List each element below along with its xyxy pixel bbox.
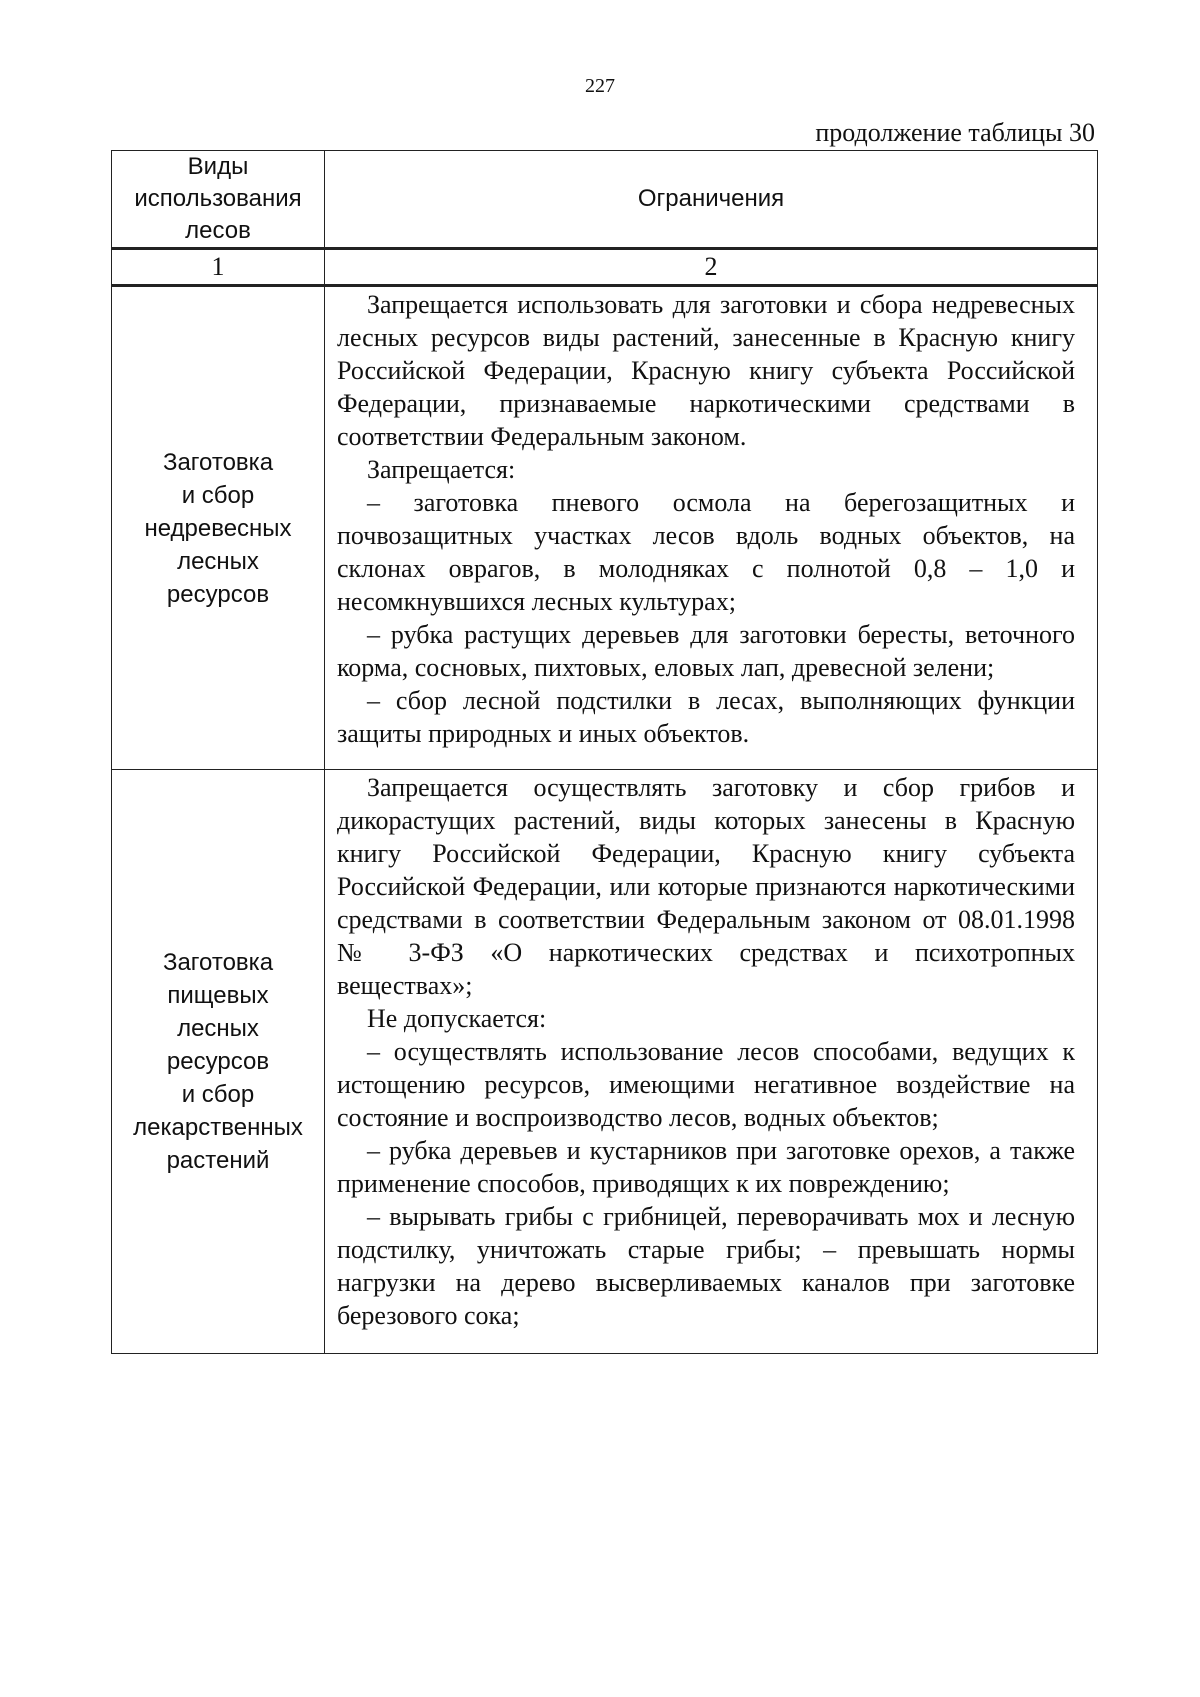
column-number-2: 2 bbox=[325, 249, 1098, 286]
header-line: использования bbox=[134, 185, 302, 212]
label-line: ресурсов bbox=[166, 1048, 270, 1075]
header-line: Виды bbox=[187, 153, 249, 180]
restriction-paragraph: Не допускается: bbox=[367, 1004, 547, 1033]
page-number: 227 bbox=[585, 75, 615, 97]
label-line: Заготовка bbox=[162, 448, 274, 476]
restriction-paragraph: – рубка деревьев и кустарников при заготовке орехов, а также применение способов, приводящих к их повреждению; bbox=[337, 1136, 1075, 1198]
column-number-row bbox=[112, 249, 1098, 286]
label-line: лесных bbox=[177, 1015, 259, 1042]
label-line: и сбор bbox=[181, 481, 255, 509]
label-line: недревесных bbox=[144, 514, 292, 542]
restrictions-cell bbox=[325, 286, 1098, 770]
restriction-paragraph: – рубка растущих деревьев для заготовки бересты, веточного корма, сосновых, пихтовых, еловых лап, древесной зелени; bbox=[337, 620, 1075, 682]
table-row bbox=[112, 770, 1098, 1354]
restriction-paragraph: – сбор лесной подстилки в лесах, выполняющих функции защиты природных и иных объектов. bbox=[337, 686, 1075, 748]
restriction-paragraph: Запрещается использовать для заготовки и сбора недревесных лесных ресурсов виды растений, занесенные в Красную книгу Российской Федерации, Красную книгу субъекта Российской Федерации, признаваемые наркотическими средствами в соответствии Федеральным законом. bbox=[337, 290, 1075, 451]
restriction-paragraph: – заготовка пневого осмола на берегозащитных и почвозащитных участках лесов вдоль водных объектов, на склонах оврагов, в молодняках с полнотой 0,8 – 1,0 и несомкнувшихся лесных культурах; bbox=[337, 488, 1075, 616]
restrictions-cell bbox=[325, 770, 1098, 1354]
forest-use-type-cell bbox=[112, 286, 325, 770]
table-row bbox=[112, 286, 1098, 770]
label-line: пищевых bbox=[167, 982, 269, 1009]
table-header-row bbox=[112, 151, 1098, 249]
label-line: и сбор bbox=[181, 1081, 255, 1108]
restriction-paragraph: – осуществлять использование лесов способами, ведущих к истощению ресурсов, имеющими негативное воздействие на состояние и воспроизводство лесов, водных объектов; bbox=[337, 1037, 1075, 1132]
restriction-paragraph: Запрещается: bbox=[367, 455, 516, 484]
header-line: лесов bbox=[185, 217, 251, 244]
restrictions-table bbox=[111, 150, 1098, 1354]
header-forest-use-types bbox=[112, 151, 325, 249]
label-line: ресурсов bbox=[166, 580, 270, 608]
table-continuation-label: продолжение таблицы 30 bbox=[815, 118, 1095, 147]
label-line: лесных bbox=[177, 547, 259, 575]
forest-use-type-cell bbox=[112, 770, 325, 1354]
label-line: лекарственных bbox=[133, 1114, 303, 1141]
label-line: растений bbox=[166, 1147, 270, 1174]
restriction-paragraph: Запрещается осуществлять заготовку и сбор грибов и дикорастущих растений, виды которых занесены в Красную книгу Российской Федерации, Красную книгу субъекта Российской Федерации, или которые признаются наркотическими средствами в соответствии Федеральным законом от 08.01.1998 № 3-ФЗ «О наркотических средствах и психотропных веществах»; bbox=[337, 773, 1075, 1000]
restriction-paragraph: – вырывать грибы с грибницей, переворачивать мох и лесную подстилку, уничтожать старые грибы; – превышать нормы нагрузки на дерево высверливаемых каналов при заготовке березового сока; bbox=[337, 1202, 1075, 1330]
label-line: Заготовка bbox=[162, 949, 274, 976]
header-restrictions: Ограничения bbox=[325, 151, 1098, 249]
column-number-1: 1 bbox=[112, 249, 325, 286]
